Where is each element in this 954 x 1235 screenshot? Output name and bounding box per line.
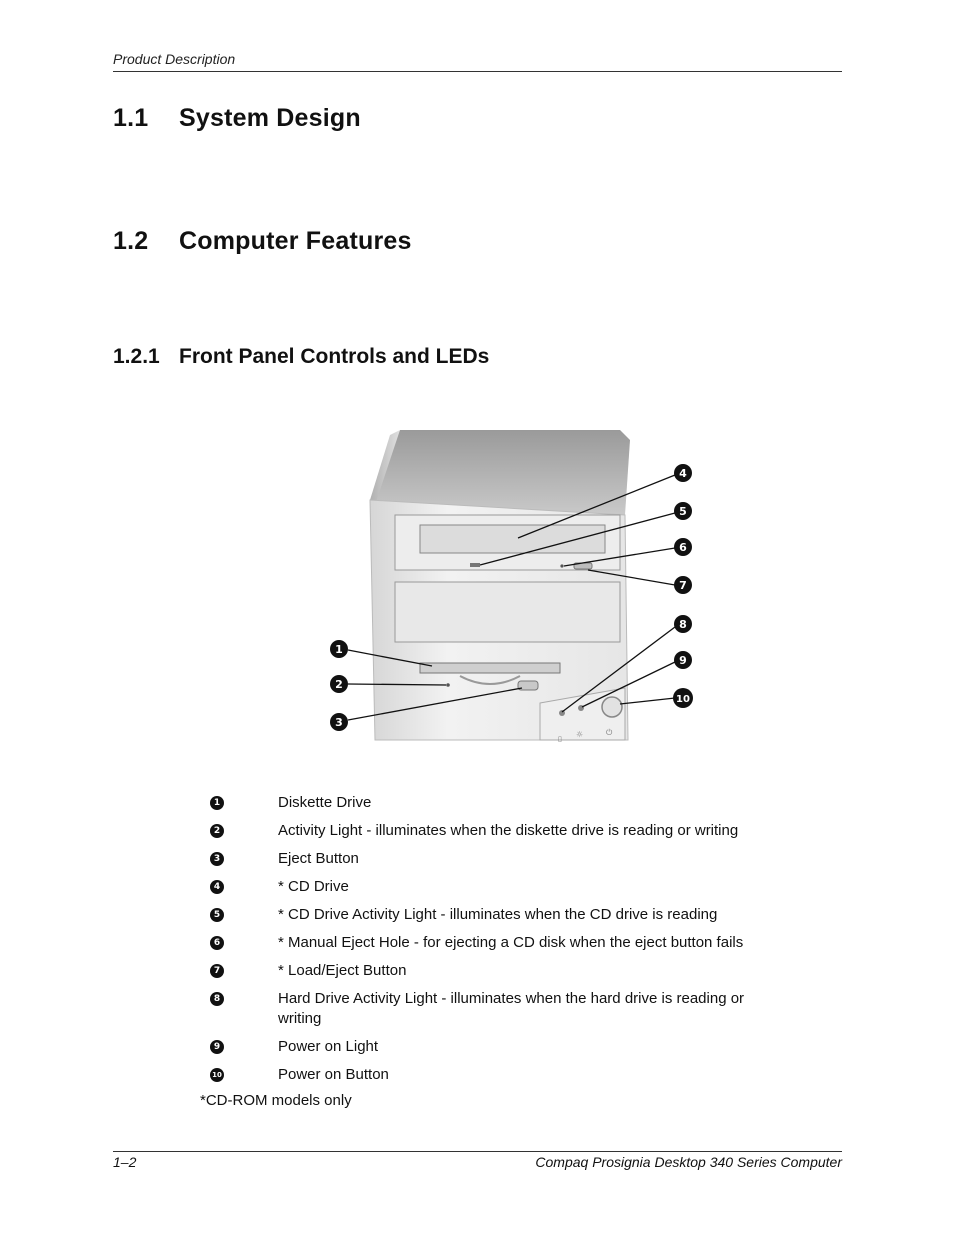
section-heading-system-design xyxy=(113,104,361,133)
diskette-drive xyxy=(420,663,560,673)
section-number: 1.2 xyxy=(113,227,149,255)
legend-item xyxy=(210,989,770,1029)
legend-text: Power on Button xyxy=(278,1066,389,1083)
callout-number: 4 xyxy=(679,467,687,480)
section-title: System Design xyxy=(179,104,361,132)
callout-2 xyxy=(330,675,348,693)
callout-9 xyxy=(674,651,692,669)
legend-text: Power on Light xyxy=(278,1038,379,1055)
footnote: *CD-ROM models only xyxy=(200,1092,352,1109)
callout-10 xyxy=(673,688,693,708)
section-heading-computer-features xyxy=(113,227,412,256)
legend-item xyxy=(210,793,770,813)
running-header: Product Description xyxy=(113,51,236,67)
legend-marker: 6 xyxy=(210,936,224,950)
legend-text: * CD Drive Activity Light - illuminates when the CD drive is reading xyxy=(278,906,718,923)
legend-text: Diskette Drive xyxy=(278,794,372,811)
callout-6 xyxy=(674,538,692,556)
callout-3 xyxy=(330,713,348,731)
callout-number: 10 xyxy=(676,694,690,705)
callout-number: 6 xyxy=(679,541,687,554)
legend-item xyxy=(210,905,770,925)
legend-marker: 8 xyxy=(210,992,224,1006)
legend-text: * Load/Eject Button xyxy=(278,962,407,979)
disk-symbol: ▯ xyxy=(558,735,562,743)
subsection-number: 1.2.1 xyxy=(113,345,160,368)
callout-number: 3 xyxy=(335,716,343,729)
legend-marker: 2 xyxy=(210,824,224,838)
legend-marker: 1 xyxy=(210,796,224,810)
legend-item xyxy=(210,1065,770,1085)
section-title: Computer Features xyxy=(179,227,412,255)
callout-legend xyxy=(210,793,770,1093)
power-symbol: ⏻ xyxy=(606,728,613,737)
legend-item xyxy=(210,1037,770,1057)
legend-item xyxy=(210,961,770,981)
callout-number: 1 xyxy=(335,643,343,656)
callout-number: 7 xyxy=(679,579,687,592)
cd-manual-eject-hole xyxy=(560,564,563,567)
callout-8 xyxy=(674,615,692,633)
cd-activity-light xyxy=(470,563,480,567)
legend-text: Hard Drive Activity Light - illuminates when the hard drive is reading or writing xyxy=(278,990,745,1027)
subsection-title: Front Panel Controls and LEDs xyxy=(179,345,490,368)
legend-marker: 3 xyxy=(210,852,224,866)
front-panel-illustration xyxy=(320,420,700,760)
legend-marker: 7 xyxy=(210,964,224,978)
callout-number: 9 xyxy=(679,654,687,667)
page-number: 1–2 xyxy=(113,1154,137,1170)
footer-rule xyxy=(113,1151,842,1152)
legend-item xyxy=(210,877,770,897)
legend-text: Eject Button xyxy=(278,850,359,867)
diskette-activity-light xyxy=(446,683,450,687)
callout-1 xyxy=(330,640,348,658)
leader-line-10 xyxy=(620,698,675,704)
legend-text: * Manual Eject Hole - for ejecting a CD disk when the eject button fails xyxy=(278,934,744,951)
callout-5 xyxy=(674,502,692,520)
power-button xyxy=(602,697,622,717)
empty-bay xyxy=(395,582,620,642)
legend-marker: 10 xyxy=(210,1068,224,1082)
callout-4 xyxy=(674,464,692,482)
legend-item xyxy=(210,821,770,841)
legend-marker: 4 xyxy=(210,880,224,894)
subsection-heading xyxy=(113,345,489,369)
legend-marker: 5 xyxy=(210,908,224,922)
legend-text: Activity Light - illuminates when the diskette drive is reading or writing xyxy=(278,822,739,839)
legend-item xyxy=(210,849,770,869)
legend-text: * CD Drive xyxy=(278,878,349,895)
header-rule xyxy=(113,71,842,72)
light-symbol: ☼ xyxy=(576,730,584,739)
section-number: 1.1 xyxy=(113,104,149,132)
callout-number: 8 xyxy=(679,618,687,631)
legend-item xyxy=(210,933,770,953)
footer-title: Compaq Prosignia Desktop 340 Series Computer xyxy=(535,1154,842,1170)
callout-7 xyxy=(674,576,692,594)
callout-number: 2 xyxy=(335,678,343,691)
callout-number: 5 xyxy=(679,505,687,518)
legend-marker: 9 xyxy=(210,1040,224,1054)
